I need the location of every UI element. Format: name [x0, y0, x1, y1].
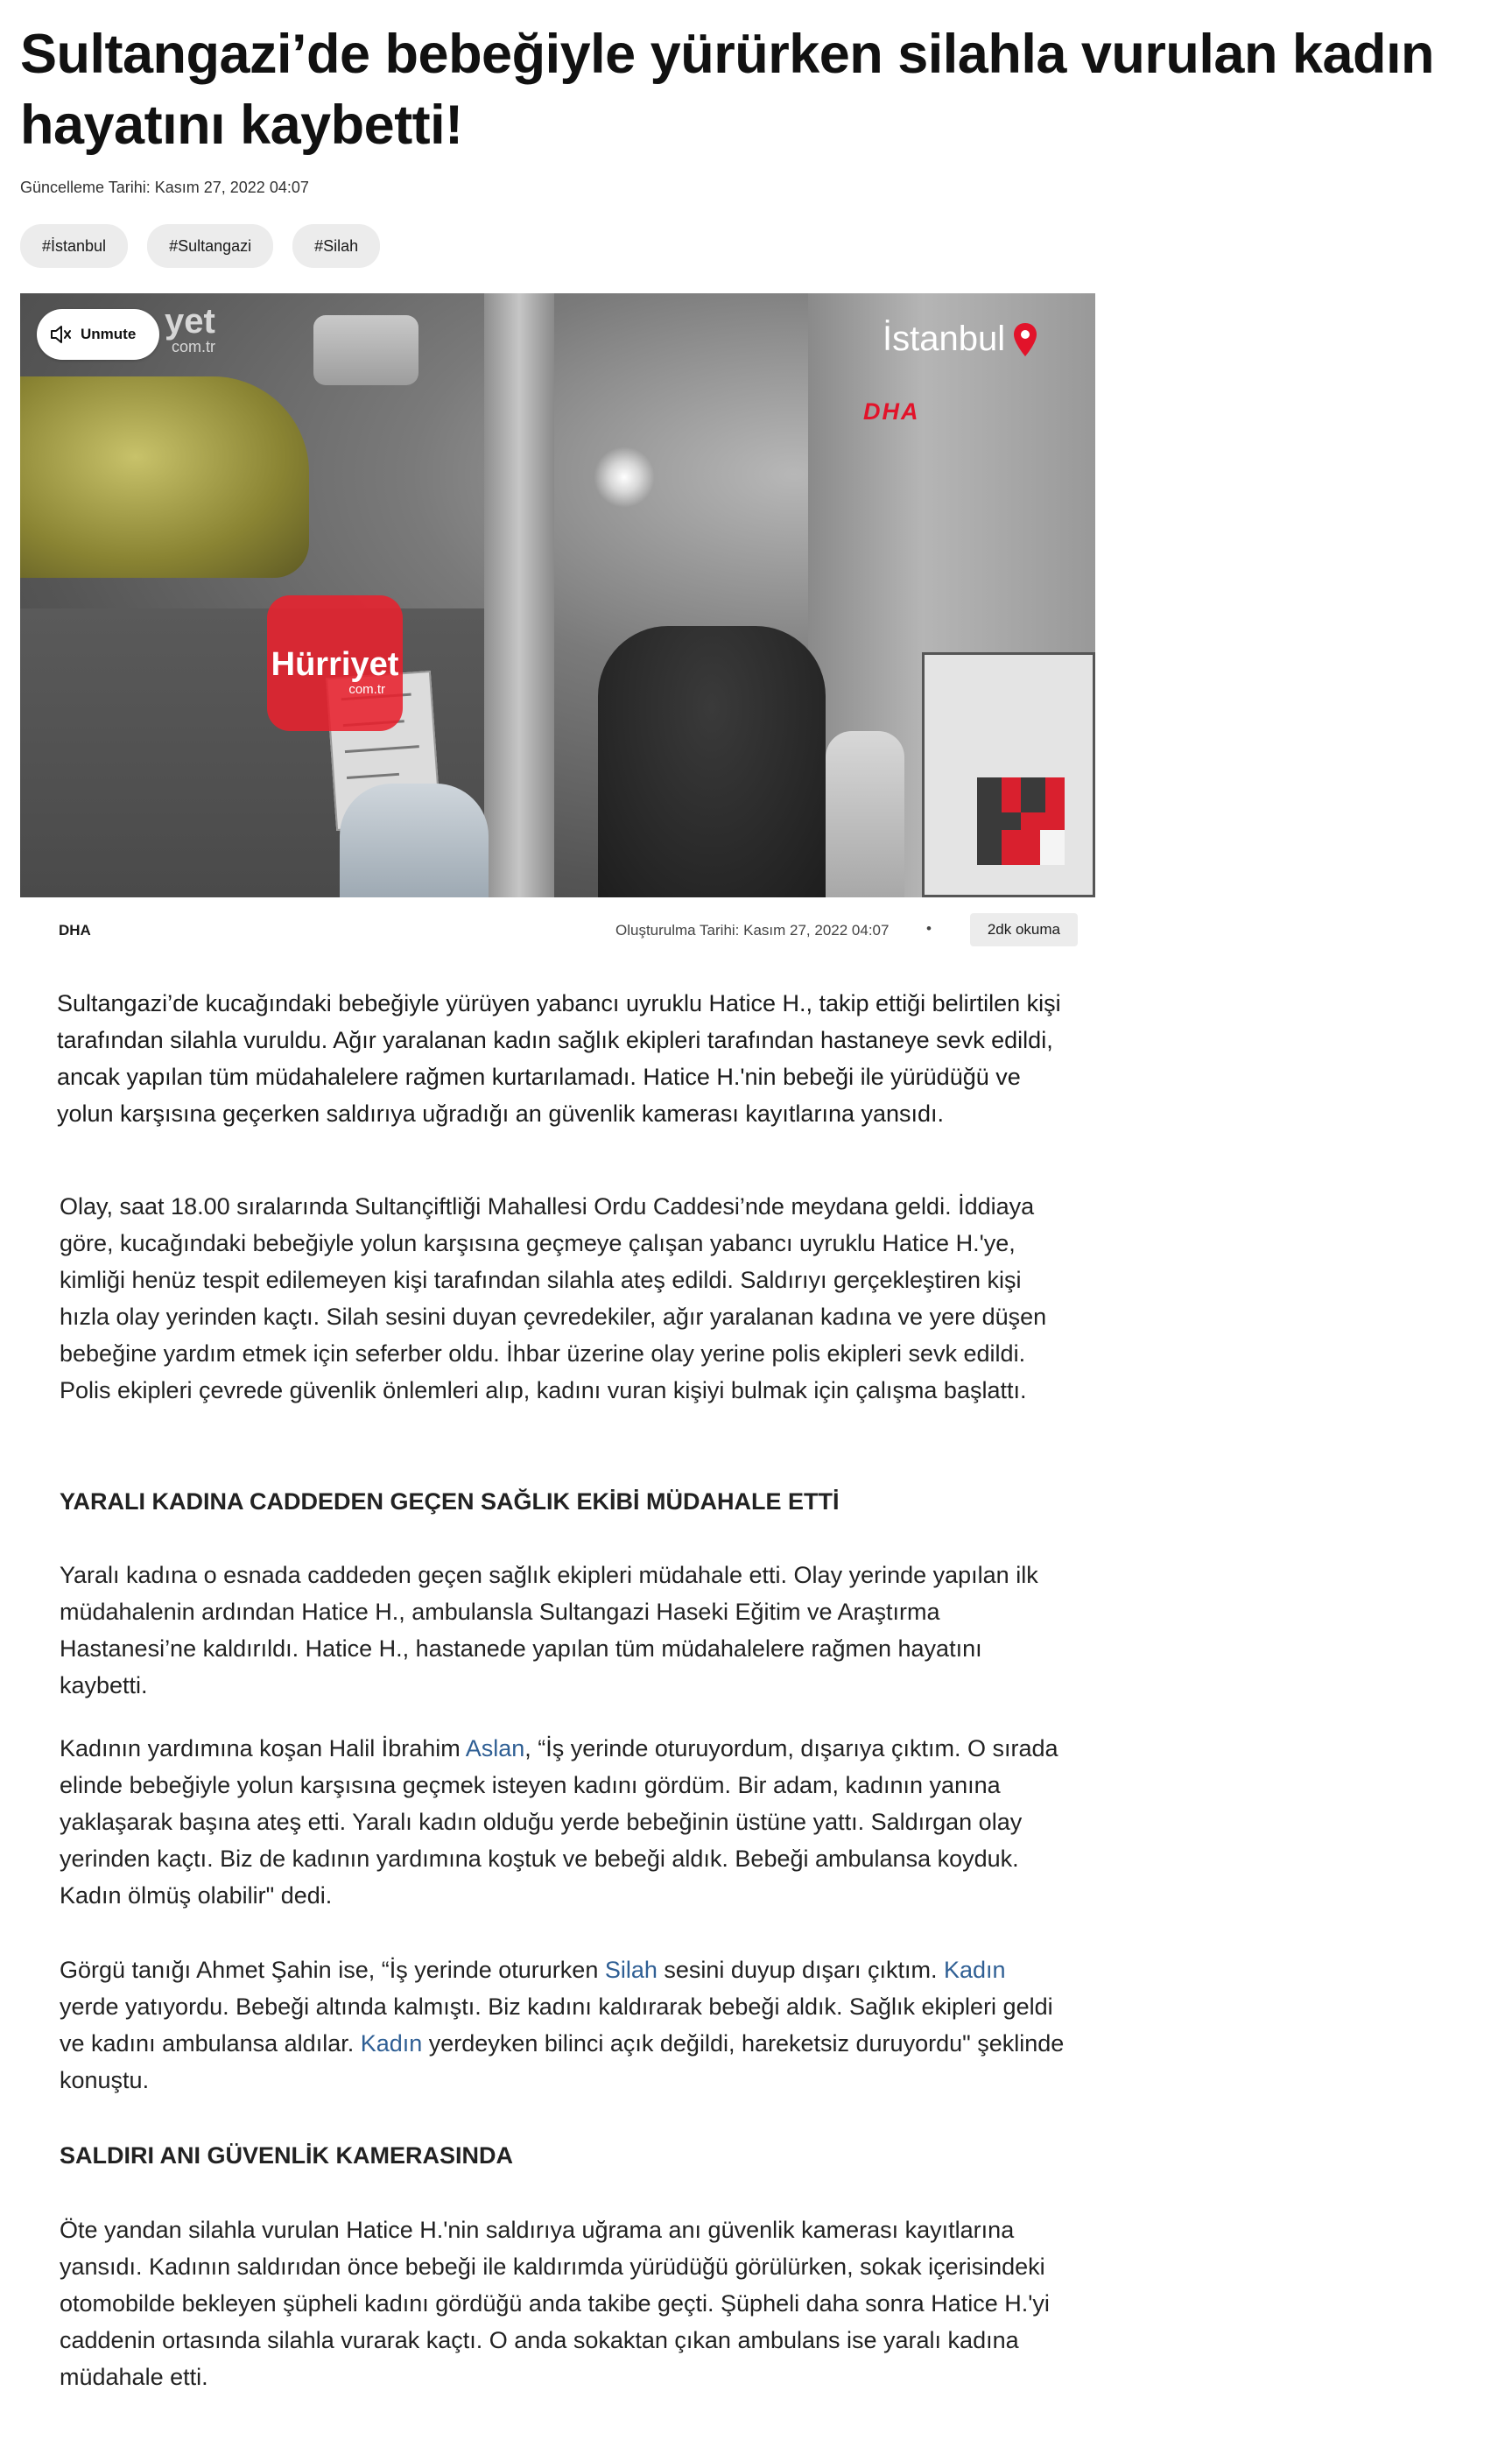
paragraph-text: sesini duyup dışarı çıktım. [657, 1957, 945, 1983]
video-frame-pole [484, 293, 554, 897]
video-player[interactable] [20, 293, 1095, 897]
paragraph-text: yerde yatıyordu. Bebeği altında kalmıştı. Biz kadını kaldırarak bebeği aldık. Sağlık ekipleri geldi ve kadını ambulansa aldılar. [60, 1993, 1053, 2057]
video-frame-light [594, 447, 655, 508]
video-frame-people [598, 626, 826, 897]
article-lead: Sultangazi’de kucağındaki bebeğiyle yürüyen yabancı uyruklu Hatice H., takip ettiği belirtilen kişi tarafından silahla vuruldu. Ağır yaralanan kadın sağlık ekipleri tarafından hastaneye sevk edildi, ancak yapılan tüm müdahalelere rağmen kurtarılamadı. Hatice H.'nin bebeği ile yürüdüğü ve yolun karşısına geçerken saldırıya uğradığı an güvenlik kamerası kayıtlarına yansıdı. [57, 990, 1061, 1127]
updated-date: Güncelleme Tarihi: Kasım 27, 2022 04:07 [20, 179, 309, 196]
tag-istanbul[interactable]: #İstanbul [20, 224, 128, 268]
paragraph-text: , “İş yerinde oturuyordum, dışarıya çıktım. O sırada elinde bebeğiyle yolun karşısına geçmek isteyen kadını gördüm. Bir adam, kadının yanına yaklaşarak başına ateş etti. Yaralı kadın olduğu yerde bebeğinin üstüne yattı. Saldırgan olay yerinden kaçtı. Biz de kadının yardımına koştuk ve bebeği aldık. Bebeği ambulansa koyduk. Kadın ölmüş olabilir" dedi. [60, 1735, 1058, 1909]
tag-silah[interactable]: #Silah [292, 224, 380, 268]
brand-badge-domain: com.tr [348, 682, 385, 697]
tag-link-silah[interactable]: Silah [604, 1957, 658, 1983]
video-frame-car [20, 376, 309, 578]
hurriyet-h-logo [977, 777, 1065, 865]
tag-link-kadin[interactable]: Kadın [360, 2030, 423, 2057]
article-paragraph: Olay, saat 18.00 sıralarında Sultançiftliği Mahallesi Ordu Caddesi’nde meydana geldi. İddiaya göre, kucağındaki bebeğiyle yolun karşısına geçmeye çalışan yabancı uyruklu Hatice H.'ye, kimliği henüz tespit edilemeyen kişi tarafından silahla ateş edildi. Saldırıyı gerçekleştiren kişi hızla olay yerinden kaçtı. Silah sesini duyan çevredekiler, ağır yaralanan kadına ve yere düşen bebeğine yardım etmek için seferber oldu. İhbar üzerine olay yerine polis ekipleri sevk edildi. Polis ekipleri çevrede güvenlik önlemleri alıp, kadını vuran kişiyi bulmak için çalışma başlattı. [60, 1193, 1047, 1403]
tag-list [20, 224, 380, 268]
tag-link-aslan[interactable]: Aslan [465, 1735, 525, 1761]
reading-time-badge: 2dk okuma [970, 913, 1078, 946]
source-label: DHA [59, 922, 91, 939]
meta-separator: • [926, 920, 932, 937]
speaker-muted-icon [49, 324, 72, 345]
article-paragraph [60, 1951, 1066, 2099]
article-headline: Sultangazi’de bebeğiyle yürürken silahla vurulan kadın hayatını kaybetti! [20, 24, 1434, 156]
corner-watermark-domain: com.tr [172, 338, 216, 355]
paragraph-text: Kadının yardımına koşan Halil İbrahim [60, 1735, 466, 1761]
unmute-button[interactable] [37, 309, 159, 360]
video-frame-coat [826, 731, 904, 897]
location-overlay [883, 320, 1038, 359]
location-pin-icon [1012, 321, 1038, 358]
article-meta [20, 911, 1078, 949]
location-text: İstanbul [883, 320, 1006, 358]
paragraph-text: yerdeyken bilinci açık değildi, hareketsiz duruyordu" şeklinde konuştu. [60, 2030, 1065, 2093]
article-paragraph [60, 1730, 1066, 1914]
section-heading: YARALI KADINA CADDEDEN GEÇEN SAĞLIK EKİBİ MÜDAHALE ETTİ [60, 1488, 840, 1515]
brand-badge [267, 595, 403, 731]
article-paragraph: Yaralı kadına o esnada caddeden geçen sağlık ekipleri müdahale etti. Olay yerinde yapılan ilk müdahalenin ardından Hatice H., ambulansla Sultangazi Haseki Eğitim ve Araştırma Hastanesi’ne kaldırıldı. Hatice H., hastanede yapılan tüm müdahalelere rağmen hayatını kaybetti. [60, 1562, 1038, 1698]
paragraph-text: Görgü tanığı Ahmet Şahin ise, “İş yerinde otururken [60, 1957, 605, 1983]
article-paragraph: Öte yandan silahla vurulan Hatice H.'nin saldırıya uğrama anı güvenlik kamerası kayıtlarına yansıdı. Kadının saldırıdan önce bebeği ile kaldırımda yürüdüğü görülürken, sokak içerisindeki otomobilde bekleyen şüpheli kadını gördüğü anda takibe geçti. Şüpheli daha sonra Hatice H.'yi caddenin ortasında silahla vurarak kaçtı. O anda sokaktan çıkan ambulans ise yaralı kadına müdahale etti. [60, 2217, 1050, 2390]
dha-logo: DHA [863, 398, 920, 425]
tag-sultangazi[interactable]: #Sultangazi [147, 224, 273, 268]
tag-link-kadin[interactable]: Kadın [944, 1957, 1006, 1983]
corner-watermark [165, 304, 215, 355]
section-heading: SALDIRI ANI GÜVENLİK KAMERASINDA [60, 2142, 514, 2169]
video-frame-person [340, 784, 489, 897]
created-date: Oluşturulma Tarihi: Kasım 27, 2022 04:07 [615, 922, 890, 939]
corner-watermark-text: yet [165, 302, 215, 341]
brand-badge-name: Hürriyet [271, 646, 399, 683]
unmute-label: Unmute [81, 326, 137, 342]
video-frame-van [313, 315, 418, 385]
